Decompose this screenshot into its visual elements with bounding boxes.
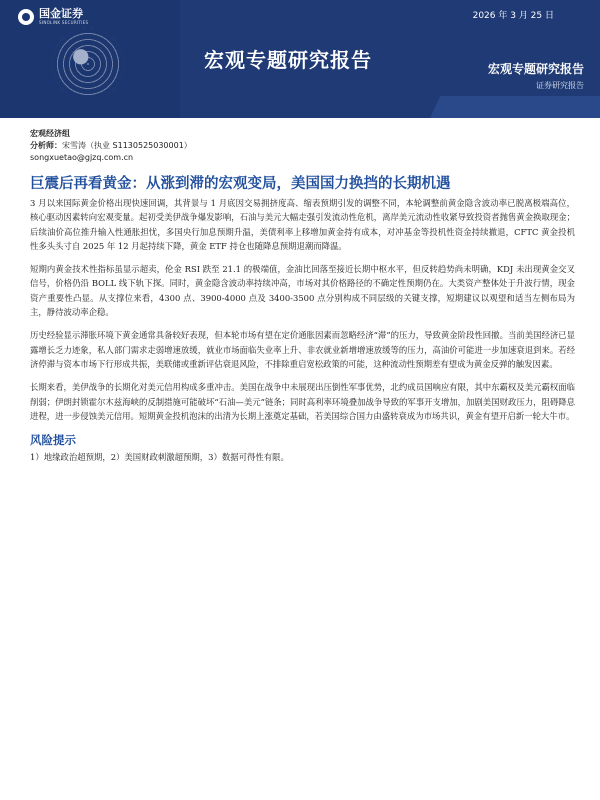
body-paragraph-3: 历史经验显示滞胀环境下黄金通常具备较好表现，但本轮市场有望在定价通胀因素而忽略经济“滞”的压力，导致黄金阶段性回撤。当前美国经济已显露增长乏力迹象，私人部门需求走弱增速放缓，就业市场面临失业率上升、非农就业新增增速放缓等的压力，高油价可能进一步加速衰退到来。若经济停滞与资本市场下行形成共振，美联储或重新评估衰退风险，不排除重启宽松政策的可能，这种流动性预期差有望成为黄金反弹的触发因素。 [30, 330, 575, 369]
banner-right-subtitle: 证券研究报告 [536, 81, 584, 90]
body-paragraph-4: 长期来看，美伊战争的长期化对美元信用构成多重冲击。美国在战争中未展现出压倒性军事优势，北约成员国响应有限，其中东霸权及美元霸权面临削弱；伊朗封锁霍尔木兹海峡的反制措施可能破坏“石油—美元”链条；同时高利率环境叠加战争导致的军事开支增加，加剧美国财政压力，阻碍降息进程，进一步侵蚀美元信用。短期黄金投机泡沫的出清为长期上涨奠定基础，若美国综合国力由盛转衰成为市场共识，黄金有望开启新一轮大牛市。 [30, 382, 575, 421]
research-group: 宏观经济组 [30, 129, 70, 138]
decorative-stripe [430, 96, 600, 118]
company-logo [18, 8, 88, 25]
analyst-label: 分析师： [30, 141, 62, 150]
risk-heading: 风险提示 [30, 433, 76, 448]
logo-subtext: SINOLINK SECURITIES [39, 20, 89, 25]
report-title: 巨震后再看黄金：从涨到滞的宏观变局，美国国力换挡的长期机遇 [30, 176, 451, 192]
banner-right-title: 宏观专题研究报告 [487, 62, 584, 76]
analyst-name: 宋雪涛（执业 S1130525030001） [62, 141, 192, 150]
analyst-line [30, 140, 192, 152]
banner-title: 宏观专题研究报告 [204, 48, 372, 72]
risk-text: 1）地缘政治超预期，2）美国财政刺激超预期，3）数据可得性有限。 [30, 452, 289, 463]
globe-graphic-icon [52, 28, 124, 100]
body-paragraph-1: 3 月以来国际黄金价格出现快速回调，其背景与 1 月底因交易拥挤度高、缩表预期引发的调整不同，本轮调整前黄金隐含波动率已脱离极端高位，核心驱动因素转向宏观变量。起初受美伊战争爆发影响，石油与美元大幅走强引发流动性危机，离岸美元流动性收紧导致投资者抛售黄金换取现金；后续油价高位推升输入性通胀担忧，多国央行加息预期升温，美债利率上移增加黄金持有成本，对冲基金等投机性资金持续撤退，CFTC 黄金投机性多头头寸自 2025 年 12 月起持续下降，黄金 ETF 持仓也随降息预期退潮而降温。 [30, 198, 575, 251]
logo-mark-icon [18, 9, 34, 25]
header-banner [0, 0, 600, 118]
analyst-email[interactable]: songxuetao@gjzq.com.cn [30, 153, 134, 162]
author-meta [30, 128, 192, 164]
report-body [30, 196, 575, 464]
report-date: 2026 年 3 月 25 日 [472, 11, 554, 21]
body-paragraph-2: 短期内黄金技术性指标虽显示超卖，伦金 RSI 跌至 21.1 的极端值，金油比回落至接近长期中枢水平，但反转趋势尚未明确，KDJ 未出现黄金交叉信号，价格仍沿 BOLL 线下轨下探。同时，黄金隐含波动率持续冲高，市场对其价格路径的不确定性预期仍在。大类资产整体处于升波行情，现金资产重要性凸显。从支撑位来看，4300 点、3900-4000 点及 3400-3500 点分别构成不同层级的关键支撑，短期建议以观望和适当左侧布局为主，静待波动率企稳。 [30, 264, 575, 318]
logo-text: 国金证券 [39, 7, 83, 20]
banner-left-panel [0, 0, 180, 118]
